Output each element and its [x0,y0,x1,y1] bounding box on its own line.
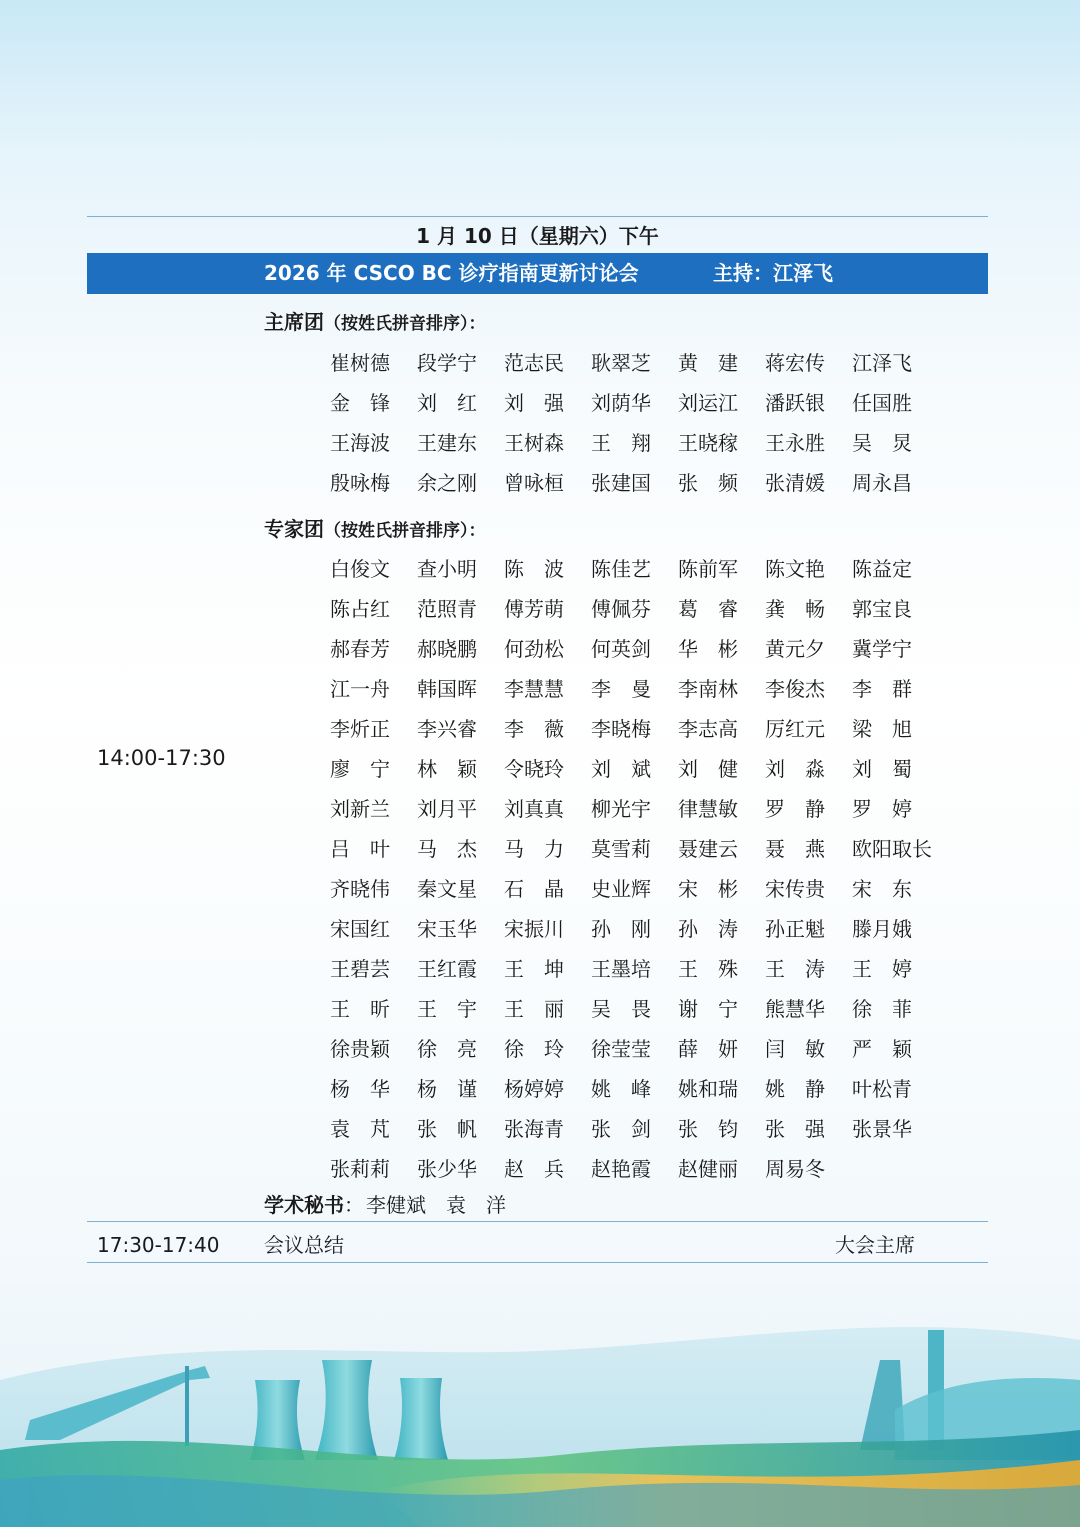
person-name: 谢 宁 [678,996,738,1021]
name-row [330,1147,950,1187]
name-row [330,867,950,907]
name-row [330,1027,950,1067]
person-name: 韩国晖 [417,676,477,701]
person-name: 李兴睿 [417,716,477,741]
person-name: 李南林 [678,676,738,701]
person-name: 聂 燕 [765,836,825,861]
person-name: 齐晓伟 [330,876,390,901]
person-name: 宋国红 [330,916,390,941]
experts-heading [264,513,486,542]
person-name: 江一舟 [330,676,390,701]
person-name: 蒋宏传 [765,350,825,375]
name-row [330,747,950,787]
person-name: 梁 旭 [852,716,912,741]
person-name: 张莉莉 [330,1156,390,1181]
person-name: 查小明 [417,556,477,581]
person-name: 莫雪莉 [591,836,651,861]
person-name: 孙 刚 [591,916,651,941]
name-row [330,787,950,827]
person-name: 吕 叶 [330,836,390,861]
person-name: 耿翠芝 [591,350,651,375]
person-name: 滕月娥 [852,916,912,941]
person-name: 张 强 [765,1116,825,1141]
person-name: 李俊杰 [765,676,825,701]
person-name: 欧阳取长 [852,836,932,861]
name-row [330,667,950,707]
person-name: 叶松青 [852,1076,912,1101]
person-name: 袁 芃 [330,1116,390,1141]
summary-bottom-rule [87,1262,988,1263]
person-name: 龚 畅 [765,596,825,621]
person-name: 郝春芳 [330,636,390,661]
session-time: 14:00-17:30 [97,746,226,770]
person-name: 杨 谨 [417,1076,477,1101]
person-name: 王晓稼 [678,430,738,455]
person-name: 王 丽 [504,996,564,1021]
person-name: 潘跃银 [765,390,825,415]
presidium-heading [264,306,486,335]
person-name: 吴 炅 [852,430,912,455]
person-name: 王红霞 [417,956,477,981]
landscape-illustration [0,1300,1080,1527]
person-name: 石 晶 [504,876,564,901]
person-name: 周永昌 [852,470,912,495]
person-name: 王永胜 [765,430,825,455]
top-rule [87,216,988,217]
person-name: 李慧慧 [504,676,564,701]
person-name: 刘 斌 [591,756,651,781]
person-name: 何劲松 [504,636,564,661]
person-name: 任国胜 [852,390,912,415]
person-name: 孙正魁 [765,916,825,941]
person-name: 范志民 [504,350,564,375]
person-name: 刘 健 [678,756,738,781]
person-name: 杨婷婷 [504,1076,564,1101]
person-name: 徐 玲 [504,1036,564,1061]
person-name: 令晓玲 [504,756,564,781]
person-name: 曾咏桓 [504,470,564,495]
person-name: 宋振川 [504,916,564,941]
name-row [330,907,950,947]
person-name: 李晓梅 [591,716,651,741]
person-name: 张清媛 [765,470,825,495]
person-name: 聂建云 [678,836,738,861]
person-name: 史业辉 [591,876,651,901]
session-banner [87,253,988,294]
person-name: 林 颖 [417,756,477,781]
person-name: 刘真真 [504,796,564,821]
session-host: 主持：江泽飞 [713,261,833,285]
person-name: 秦文星 [417,876,477,901]
name-row [330,341,950,381]
session-date: 1 月 10 日（星期六）下午 [416,224,659,248]
summary-time: 17:30-17:40 [97,1233,220,1257]
person-name: 徐 菲 [852,996,912,1021]
person-name: 王 涛 [765,956,825,981]
person-name: 廖 宁 [330,756,390,781]
name-row [330,1067,950,1107]
person-name: 王 坤 [504,956,564,981]
name-row [330,987,950,1027]
person-name: 王建东 [417,430,477,455]
person-name: 张海青 [504,1116,564,1141]
person-name: 闫 敏 [765,1036,825,1061]
presidium-label: 主席团 [264,310,324,334]
person-name: 孙 涛 [678,916,738,941]
person-name: 王 昕 [330,996,390,1021]
person-name: 刘 红 [417,390,477,415]
person-name: 李 薇 [504,716,564,741]
person-name: 杨 华 [330,1076,390,1101]
person-name: 刘运江 [678,390,738,415]
presidium-name-grid [330,341,950,501]
name-row [330,707,950,747]
person-name: 傅佩芬 [591,596,651,621]
person-name: 薛 妍 [678,1036,738,1061]
summary-speaker: 大会主席 [835,1233,915,1257]
session-title: 2026 年 CSCO BC 诊疗指南更新讨论会 [264,261,639,285]
person-name: 徐莹莹 [591,1036,651,1061]
person-name: 傅芳萌 [504,596,564,621]
experts-note: （按姓氏拼音排序）： [324,521,486,541]
person-name: 罗 静 [765,796,825,821]
person-name: 华 彬 [678,636,738,661]
person-name: 刘 强 [504,390,564,415]
name-row [330,587,950,627]
person-name: 徐 亮 [417,1036,477,1061]
person-name: 王树森 [504,430,564,455]
person-name: 徐贵颖 [330,1036,390,1061]
person-name: 陈益定 [852,556,912,581]
name-row [330,461,950,501]
person-name: 赵 兵 [504,1156,564,1181]
person-name: 陈 波 [504,556,564,581]
person-name: 李 群 [852,676,912,701]
person-name: 马 杰 [417,836,477,861]
person-name: 熊慧华 [765,996,825,1021]
name-row [330,1107,950,1147]
person-name: 张建国 [591,470,651,495]
person-name: 白俊文 [330,556,390,581]
person-name: 陈占红 [330,596,390,621]
academic-secretary [264,1190,506,1220]
person-name: 王碧芸 [330,956,390,981]
person-name: 姚 峰 [591,1076,651,1101]
person-name: 张 钧 [678,1116,738,1141]
person-name: 刘 淼 [765,756,825,781]
secretary-colon: ： [344,1193,364,1217]
person-name: 姚和瑞 [678,1076,738,1101]
person-name: 段学宁 [417,350,477,375]
person-name: 郭宝良 [852,596,912,621]
person-name: 刘 蜀 [852,756,912,781]
person-name: 张景华 [852,1116,912,1141]
person-name: 李 曼 [591,676,651,701]
person-name: 黄 建 [678,350,738,375]
person-name: 赵艳霞 [591,1156,651,1181]
name-row [330,627,950,667]
person-name: 王墨培 [591,956,651,981]
summary-topic: 会议总结 [264,1233,344,1257]
summary-top-rule [87,1221,988,1222]
person-name: 吴 畏 [591,996,651,1021]
person-name: 李炘正 [330,716,390,741]
person-name: 何英剑 [591,636,651,661]
person-name: 刘新兰 [330,796,390,821]
name-row [330,947,950,987]
person-name: 刘月平 [417,796,477,821]
person-name: 陈前军 [678,556,738,581]
person-name: 王 宇 [417,996,477,1021]
person-name: 张少华 [417,1156,477,1181]
person-name: 柳光宇 [591,796,651,821]
presidium-note: （按姓氏拼音排序）： [324,314,486,334]
name-row [330,547,950,587]
person-name: 殷咏梅 [330,470,390,495]
person-name: 江泽飞 [852,350,912,375]
person-name: 张 帆 [417,1116,477,1141]
person-name: 宋传贵 [765,876,825,901]
person-name: 葛 睿 [678,596,738,621]
secretary-label: 学术秘书 [264,1193,344,1217]
person-name: 黄元夕 [765,636,825,661]
person-name: 张 剑 [591,1116,651,1141]
person-name: 周易冬 [765,1156,825,1181]
person-name: 厉红元 [765,716,825,741]
person-name: 刘荫华 [591,390,651,415]
person-name: 余之刚 [417,470,477,495]
person-name: 郝晓鹏 [417,636,477,661]
experts-name-grid [330,547,950,1187]
person-name: 宋玉华 [417,916,477,941]
person-name: 金 锋 [330,390,390,415]
person-name: 罗 婷 [852,796,912,821]
person-name: 陈文艳 [765,556,825,581]
person-name: 冀学宁 [852,636,912,661]
person-name: 宋 彬 [678,876,738,901]
person-name: 宋 东 [852,876,912,901]
person-name: 李志高 [678,716,738,741]
experts-label: 专家团 [264,517,324,541]
person-name: 张 频 [678,470,738,495]
person-name: 王 婷 [852,956,912,981]
person-name: 马 力 [504,836,564,861]
name-row [330,381,950,421]
person-name: 姚 静 [765,1076,825,1101]
person-name: 律慧敏 [678,796,738,821]
person-name: 陈佳艺 [591,556,651,581]
person-name: 崔树德 [330,350,390,375]
secretary-names: 李健斌 袁 洋 [366,1193,506,1217]
person-name: 赵健丽 [678,1156,738,1181]
person-name: 范照青 [417,596,477,621]
person-name: 王海波 [330,430,390,455]
name-row [330,827,950,867]
person-name: 严 颖 [852,1036,912,1061]
name-row [330,421,950,461]
person-name: 王 翔 [591,430,651,455]
person-name: 王 殊 [678,956,738,981]
